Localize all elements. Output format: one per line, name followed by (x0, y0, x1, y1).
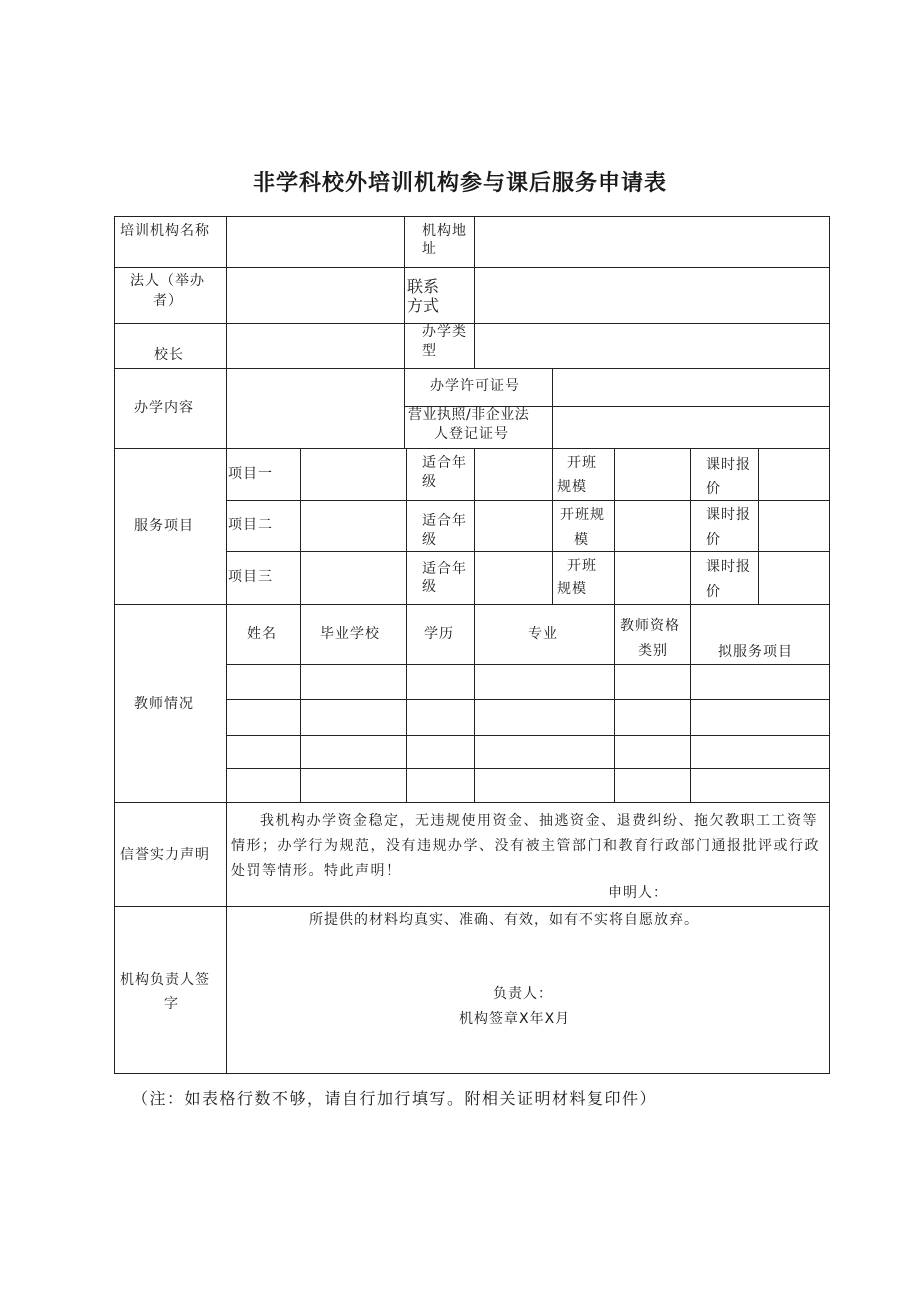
contact-label-line1: 联系 (407, 277, 440, 296)
price-label-line1: 课时报 (706, 507, 751, 523)
class-size-label-line2: 模 (574, 532, 589, 548)
project-name: 项目一 (228, 466, 273, 482)
price-field[interactable] (759, 449, 829, 500)
address-field[interactable] (475, 217, 829, 267)
row-divider (114, 604, 830, 605)
principal-label: 校长 (154, 347, 184, 363)
seal-date-line: 机构签章X年X月 (459, 1011, 571, 1027)
column-divider (690, 448, 691, 604)
class-size-label-line1: 开班规 (560, 507, 605, 523)
class-size-field[interactable] (615, 449, 690, 500)
legal-person-label-line1: 法人（举办 (130, 273, 205, 289)
signature-area[interactable] (227, 936, 829, 1072)
grade-label-line1: 适合年 (422, 561, 467, 577)
teacher-info-label: 教师情况 (134, 696, 194, 712)
signature-label-line1: 机构负责人签 (120, 972, 210, 988)
table-border-bottom (114, 1073, 830, 1074)
table-border-left (114, 216, 115, 1074)
license-label: 办学许可证号 (430, 378, 520, 394)
legal-person-label-line2: 者） (153, 293, 183, 309)
signature-label-line2: 字 (164, 996, 179, 1012)
school-content-label: 办学内容 (134, 400, 194, 416)
page-title: 非学科校外培训机构参与课后服务申请表 (252, 171, 667, 196)
address-label-line1: 机构地 (422, 223, 467, 239)
price-label-line2: 价 (706, 584, 721, 600)
grade-label-line1: 适合年 (422, 513, 467, 529)
grade-label-line1: 适合年 (422, 455, 467, 471)
grade-field[interactable] (475, 501, 552, 551)
responsible-person-label: 负责人： (493, 986, 553, 1002)
school-type-label-line1: 办学类 (422, 324, 467, 340)
teacher-header-school: 毕业学校 (320, 626, 380, 642)
business-license-label-line2: 人登记证号 (434, 426, 509, 442)
credit-statement-label: 信誉实力声明 (120, 847, 210, 863)
row-divider (114, 906, 830, 907)
materials-statement: 所提供的材料均真实、准确、有效，如有不实将自愿放弃。 (309, 912, 699, 928)
project-content-field[interactable] (301, 449, 406, 500)
grade-label-line2: 级 (422, 579, 437, 595)
institution-name-field[interactable] (227, 217, 404, 267)
class-size-field[interactable] (615, 552, 690, 604)
service-items-label: 服务项目 (134, 518, 194, 534)
price-label-line1: 课时报 (706, 457, 751, 473)
school-content-field[interactable] (227, 369, 404, 448)
grade-field[interactable] (475, 552, 552, 604)
teacher-header-education: 学历 (424, 626, 454, 642)
price-label-line1: 课时报 (706, 559, 751, 575)
teacher-table-row[interactable] (227, 736, 829, 768)
legal-person-field[interactable] (227, 268, 404, 323)
price-field[interactable] (759, 501, 829, 551)
price-label-line2: 价 (706, 532, 721, 548)
class-size-label-line2: 规模 (557, 479, 587, 495)
license-field[interactable] (553, 369, 829, 406)
school-type-label-line2: 型 (422, 343, 437, 359)
class-size-field[interactable] (615, 501, 690, 551)
column-divider (552, 448, 553, 604)
teacher-header-major: 专业 (528, 626, 558, 642)
footnote: （注：如表格行数不够，请自行加行填写。附相关证明材料复印件） (132, 1089, 658, 1108)
column-divider (404, 216, 405, 448)
business-license-field[interactable] (553, 407, 829, 448)
institution-name-label: 培训机构名称 (120, 223, 210, 239)
grade-field[interactable] (475, 449, 552, 500)
class-size-label-line1: 开班 (567, 455, 597, 471)
credit-statement-text: 我机构办学资金稳定，无违规使用资金、抽逃资金、退费纠纷、拖欠教职工工资等情形；办学行为规范，没有违规办学、没有被主管部门和教育行政部门通报批评或行政处罚等情形。特此声明！ (231, 813, 820, 879)
teacher-header-service: 拟服务项目 (718, 644, 793, 660)
principal-field[interactable] (227, 324, 404, 368)
price-label-line2: 价 (706, 481, 721, 497)
application-form-table (114, 216, 830, 1074)
contact-label-line2: 方式 (407, 296, 440, 315)
teacher-table-row[interactable] (227, 769, 829, 802)
contact-field[interactable] (475, 268, 829, 323)
teacher-table-row[interactable] (227, 700, 829, 735)
row-divider (114, 448, 830, 449)
project-content-field[interactable] (301, 501, 406, 551)
teacher-header-name: 姓名 (247, 626, 277, 642)
business-license-label-line1: 营业执照/非企业法 (408, 407, 530, 423)
price-field[interactable] (759, 552, 829, 604)
table-border-right (829, 216, 830, 1074)
teacher-header-qualification-line2: 类别 (638, 643, 668, 659)
project-name: 项目三 (228, 569, 273, 585)
grade-label-line2: 级 (422, 532, 437, 548)
teacher-header-qualification-line1: 教师资格 (620, 618, 680, 634)
school-type-field[interactable] (475, 324, 829, 368)
column-divider (406, 448, 407, 604)
project-name: 项目二 (228, 517, 273, 533)
row-divider (114, 802, 830, 803)
class-size-label-line2: 规模 (557, 581, 587, 597)
project-content-field[interactable] (301, 552, 406, 604)
teacher-table-row[interactable] (227, 665, 829, 699)
address-label-line2: 址 (422, 241, 437, 257)
declarant-label: 申明人： (608, 885, 668, 901)
class-size-label-line1: 开班 (567, 558, 597, 574)
grade-label-line2: 级 (422, 474, 437, 490)
